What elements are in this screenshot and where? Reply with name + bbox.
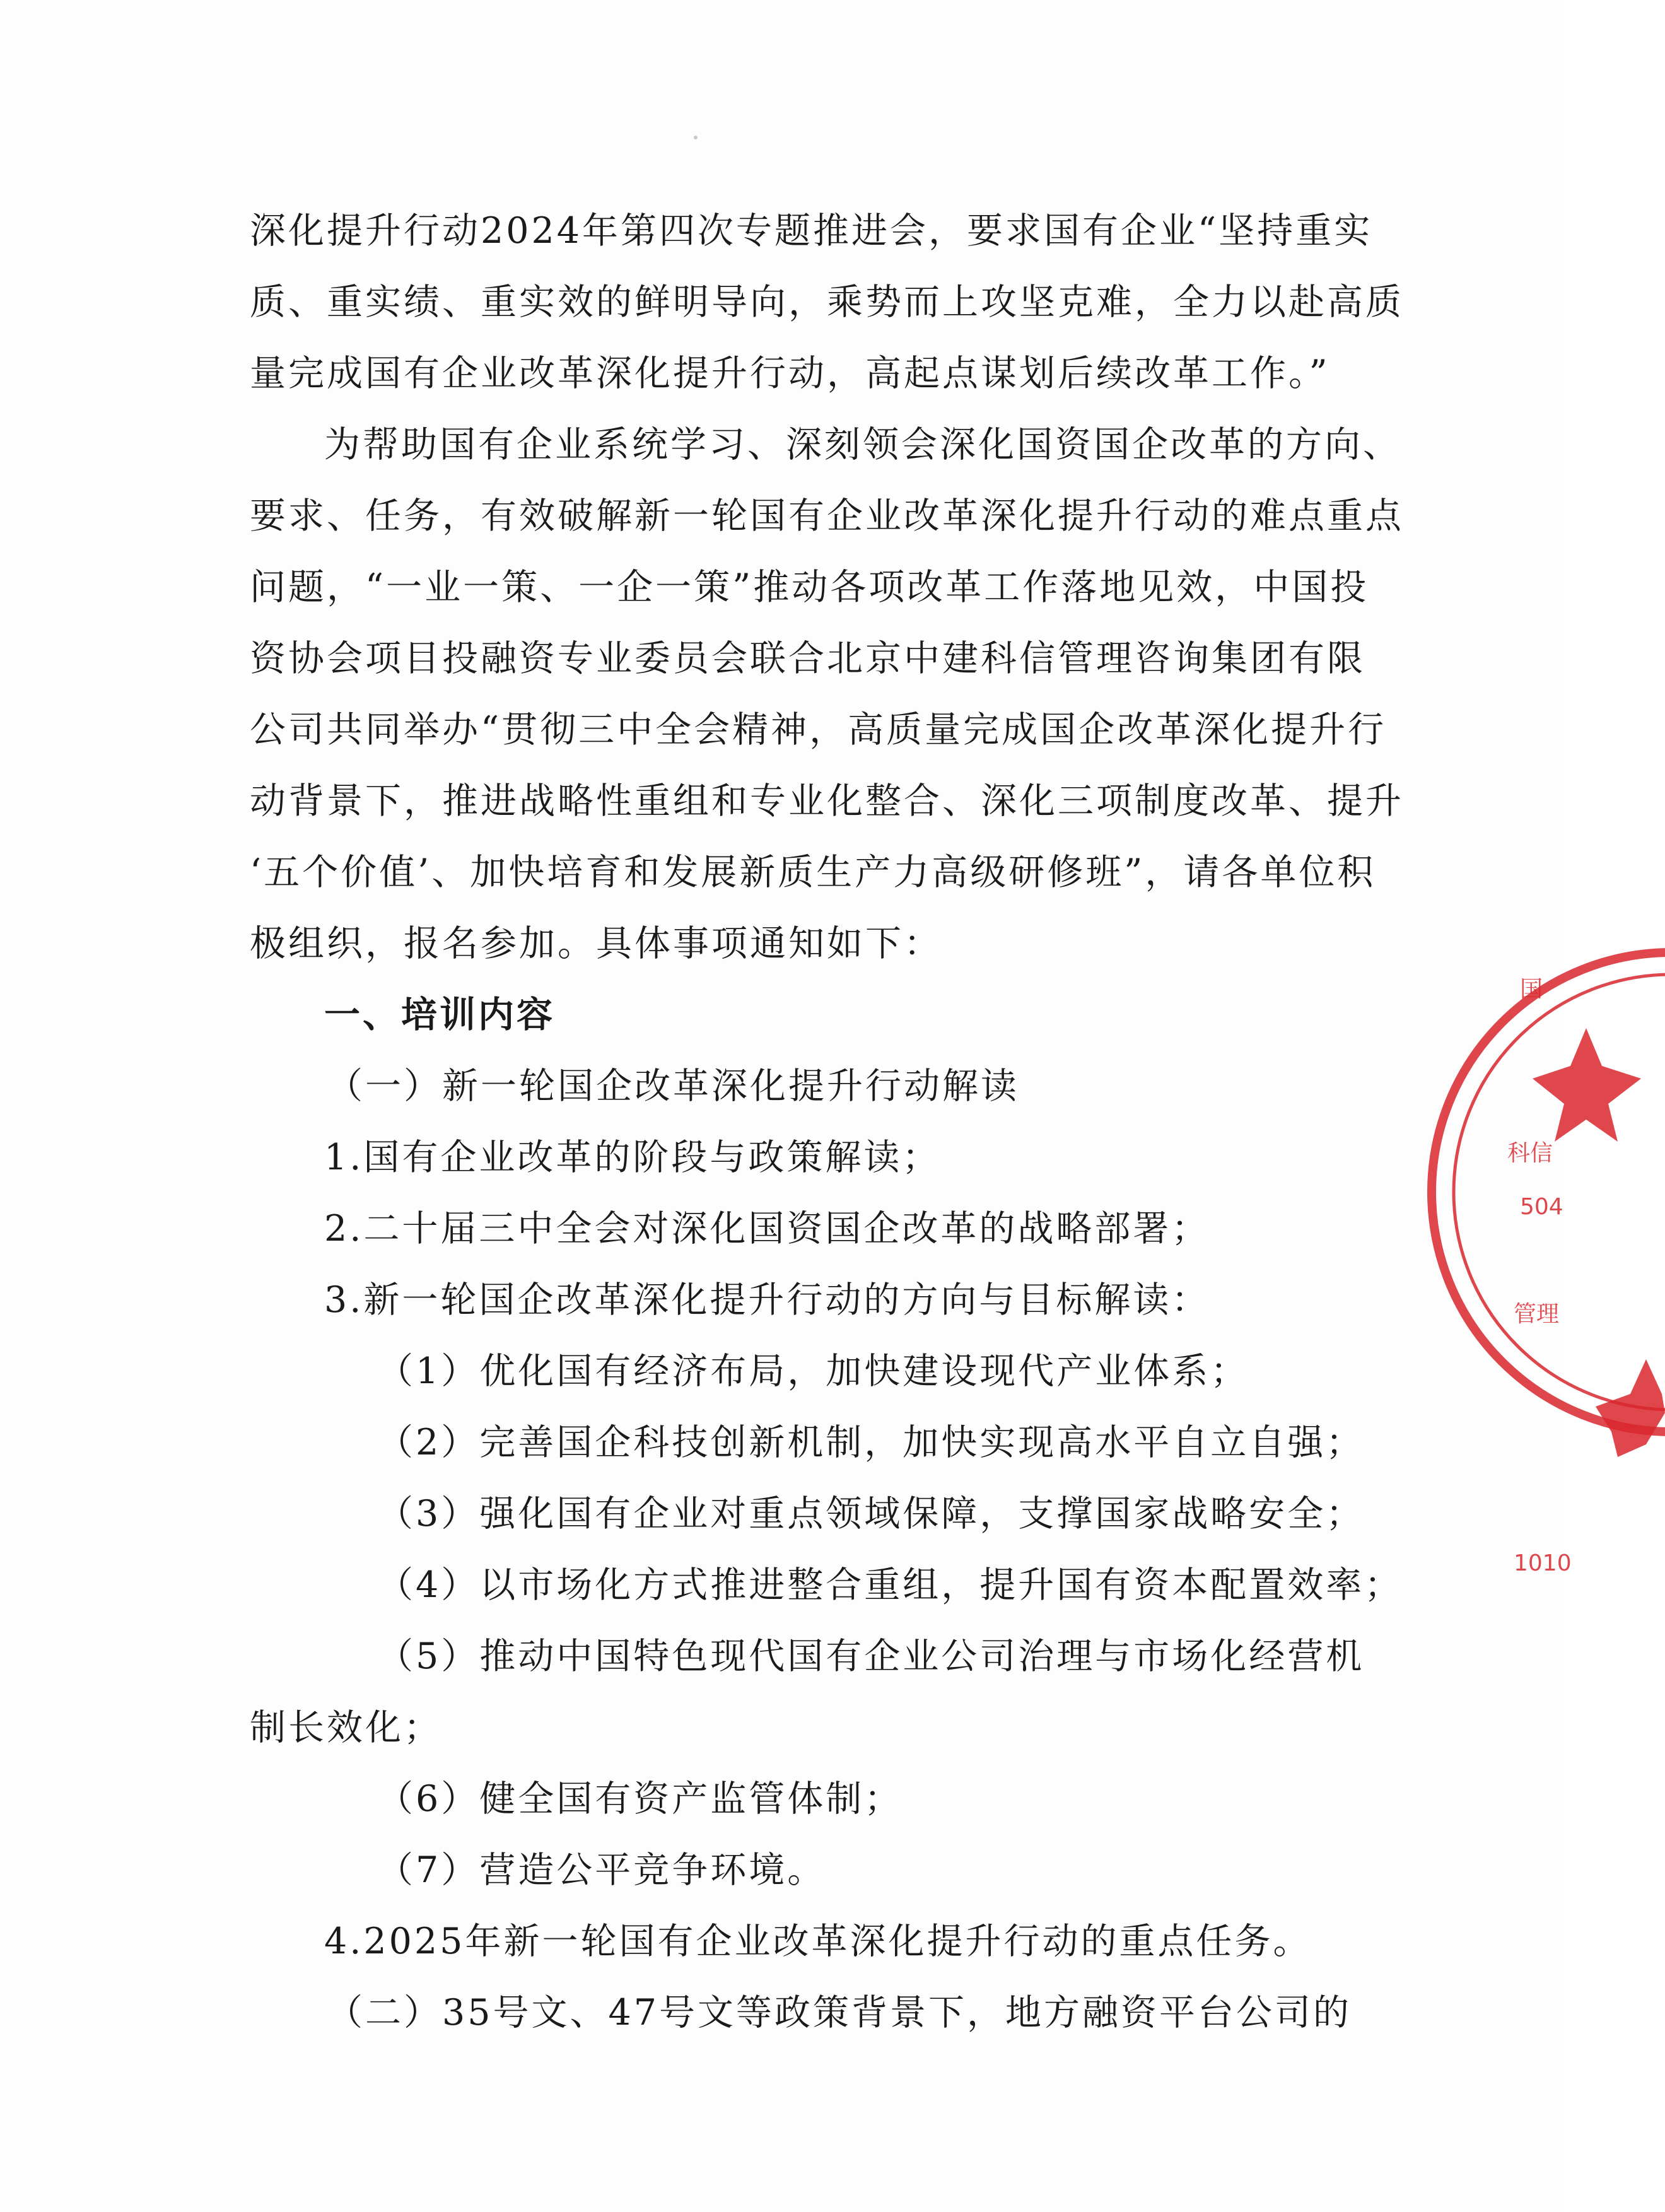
paragraph-line: 动背景下，推进战略性重组和专业化整合、深化三项制度改革、提升 <box>250 780 1404 822</box>
seal-text-fragment: 科信 <box>1507 1140 1553 1166</box>
paragraph-line: 极组织，报名参加。具体事项通知如下： <box>250 923 942 964</box>
sub-list-item: （3）强化国有企业对重点领域保障，支撑国家战略安全； <box>377 1493 1365 1535</box>
scan-speck <box>694 136 698 139</box>
sub-list-item: （4）以市场化方式推进整合重组，提升国有资本配置效率； <box>377 1564 1403 1606</box>
official-seal-stamp <box>1476 915 1665 1608</box>
sub-list-item-continuation: 制长效化； <box>250 1707 442 1748</box>
subsection-heading: （二）35号文、47号文等政策背景下，地方融资平台公司的 <box>327 1992 1352 2034</box>
paragraph-line: 质、重实绩、重实效的鲜明导向，乘势而上攻坚克难，全力以赴高质 <box>250 281 1404 323</box>
paragraph-line: 问题，“一业一策、一企一策”推动各项改革工作落地见效，中国投 <box>250 566 1369 608</box>
paragraph-line: 深化提升行动2024年第四次专题推进会，要求国有企业“坚持重实 <box>250 210 1373 252</box>
paragraph-line: ‘五个价值’、加快培育和发展新质生产力高级研修班”，请各单位积 <box>250 851 1376 893</box>
subsection-heading: （一）新一轮国企改革深化提升行动解读 <box>327 1065 1019 1107</box>
seal-text-fragment: 管理 <box>1514 1301 1560 1327</box>
sub-list-item: （7）营造公平竞争环境。 <box>377 1849 826 1891</box>
seal-text-fragment: 1010 <box>1514 1550 1572 1576</box>
seal-text-fragment: 504 <box>1520 1194 1563 1220</box>
list-item: 4.2025年新一轮国有企业改革深化提升行动的重点任务。 <box>324 1921 1312 1962</box>
paragraph-line: 量完成国有企业改革深化提升行动，高起点谋划后续改革工作。” <box>250 353 1330 394</box>
paragraph-line: 公司共同举办“贯彻三中全会精神，高质量完成国企改革深化提升行 <box>250 709 1387 751</box>
sub-list-item: （5）推动中国特色现代国有企业公司治理与市场化经营机 <box>377 1636 1365 1677</box>
paragraph-line: 为帮助国有企业系统学习、深刻领会深化国资国企改革的方向、 <box>324 424 1401 465</box>
document-body <box>250 196 1404 2049</box>
paragraph-line: 要求、任务，有效破解新一轮国有企业改革深化提升行动的难点重点 <box>250 495 1404 537</box>
list-item: 2.二十届三中全会对深化国资国企改革的战略部署； <box>324 1208 1210 1249</box>
list-item: 1.国有企业改革的阶段与政策解读； <box>324 1137 941 1178</box>
sub-list-item: （6）健全国有资产监管体制； <box>377 1778 903 1820</box>
seal-text-fragment: 国 <box>1520 976 1543 1002</box>
list-item: 3.新一轮国企改革深化提升行动的方向与目标解读： <box>324 1279 1210 1321</box>
paragraph-line: 资协会项目投融资专业委员会联合北京中建科信管理咨询集团有限 <box>250 638 1365 679</box>
sub-list-item: （1）优化国有经济布局，加快建设现代产业体系； <box>377 1350 1249 1392</box>
sub-list-item: （2）完善国企科技创新机制，加快实现高水平自立自强； <box>377 1422 1365 1463</box>
section-heading: 一、培训内容 <box>324 994 555 1036</box>
